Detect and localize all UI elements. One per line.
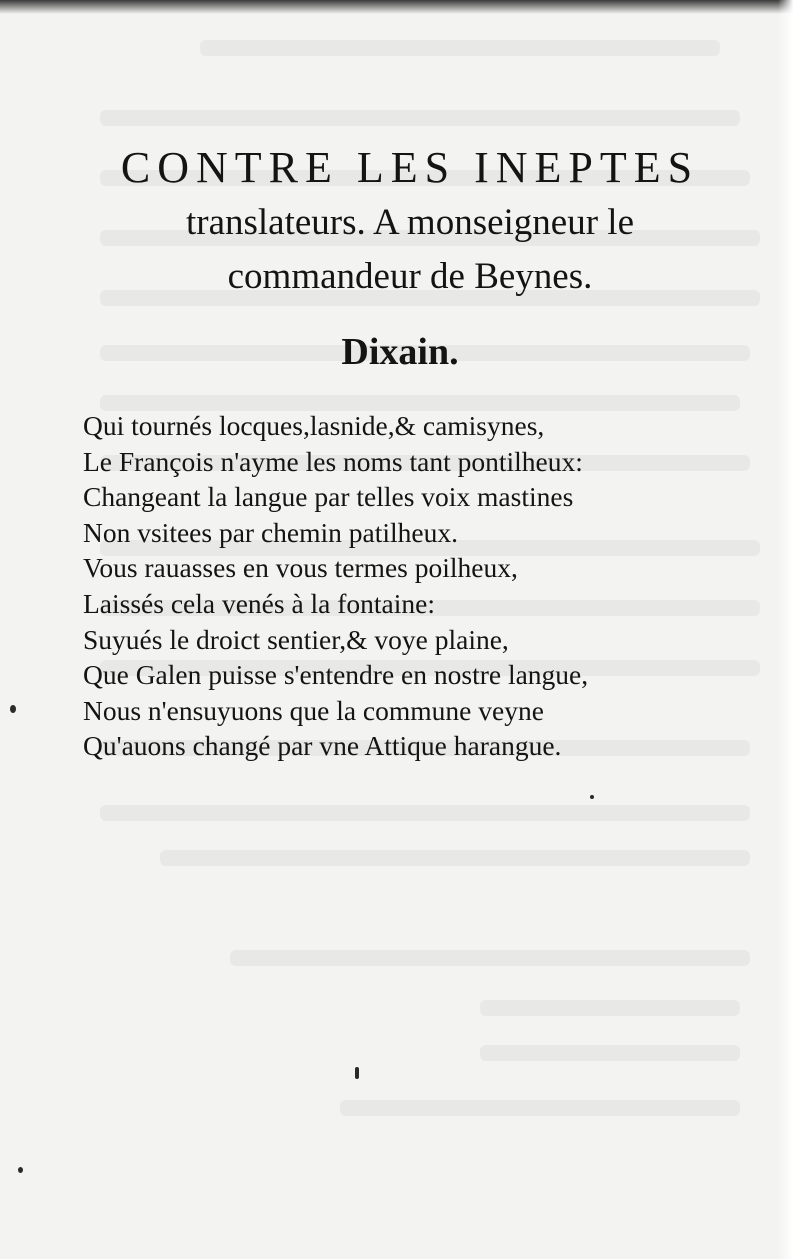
verse-line-10: Qu'auons changé par vne Attique harangue. [83,730,562,762]
poem-body [83,408,723,764]
verse-line-6: Laissés cela venés à la fontaine: [83,587,435,619]
verse-line-4: Non vsitees par chemin patilheux. [83,516,458,548]
title-line-2: translateurs. A monseigneur le [185,202,634,243]
ink-speck [355,1067,359,1079]
verse-line-1: Qui tournés locques,lasnide,& camisynes, [83,410,545,441]
ink-speck [18,1167,23,1173]
verse-line-3: Changeant la langue par telles voix mastines [83,481,574,513]
page-top-edge [0,0,800,14]
verse-line-5: Vous rauasses en vous termes poilheux, [83,552,518,584]
poem-subtitle: Dixain. [341,331,459,373]
title-line-3: commandeur de Beynes. [227,256,593,297]
ink-speck [590,795,594,799]
verse-line-9: Nous n'ensuyuons que la commune veyne [83,694,544,726]
verse-line-8: Que Galen puisse s'entendre en nostre langue, [83,659,589,691]
page-right-edge [778,0,800,1259]
title-line-1: CONTRE LES INEPTES [120,143,700,192]
ink-speck [10,705,16,713]
verse-line-7: Suyués le droict sentier,& voye plaine, [83,623,509,655]
page-title [60,140,760,304]
verse-line-2: Le François n'ayme les noms tant pontilheux: [83,445,583,477]
